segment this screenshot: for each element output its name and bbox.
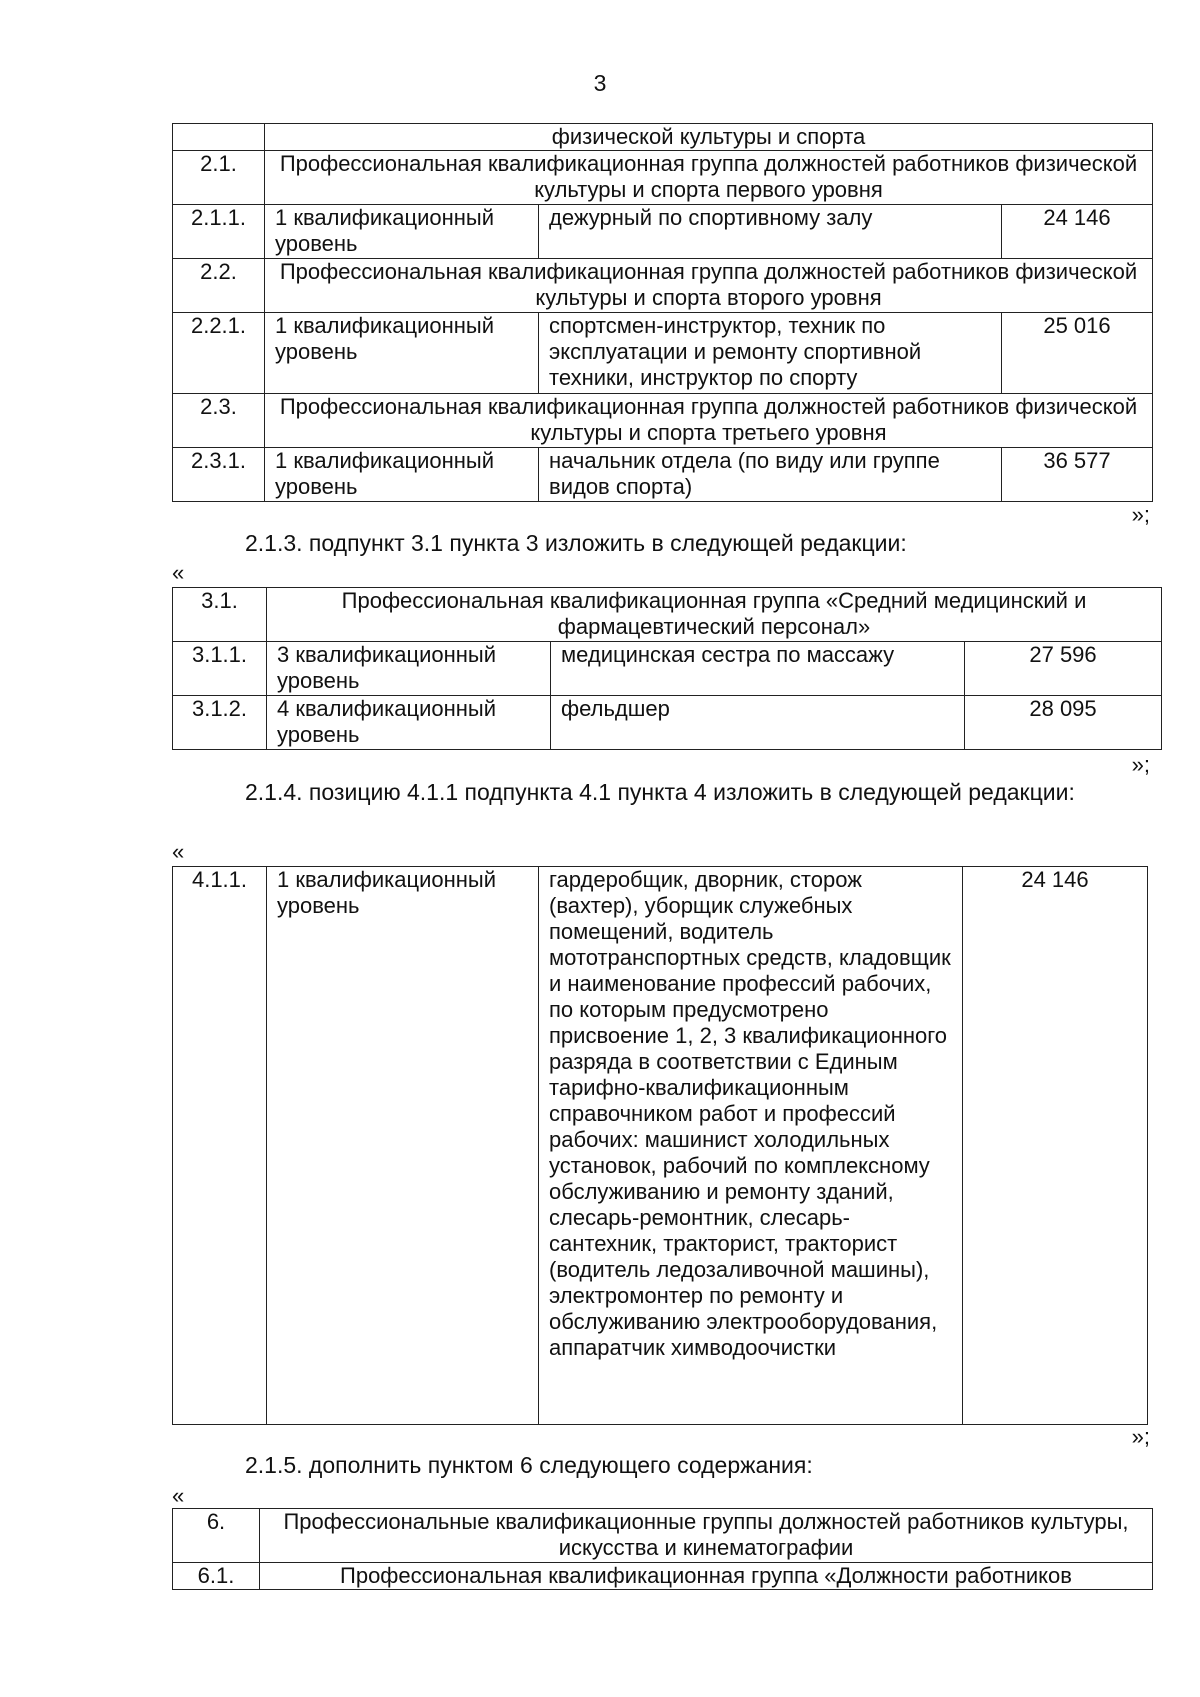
table-cell-num: 2.2.1. bbox=[173, 313, 265, 394]
closing-quote: »; bbox=[1131, 1424, 1150, 1449]
table-row bbox=[173, 1563, 1153, 1590]
closing-quote: »; bbox=[1131, 752, 1150, 777]
table-cell-num: 2.2. bbox=[173, 259, 265, 313]
table-cell-num: 2.3. bbox=[173, 394, 265, 448]
paragraph-2-1-5: 2.1.5. дополнить пунктом 6 следующего содержания: bbox=[245, 1452, 813, 1478]
table-row bbox=[173, 696, 1162, 750]
table-position-4-1-1 bbox=[172, 866, 1148, 1425]
table-row bbox=[173, 259, 1153, 313]
table-cell-salary: 28 095 bbox=[965, 696, 1162, 750]
table-physical-culture bbox=[172, 123, 1153, 502]
opening-quote: « bbox=[172, 560, 185, 585]
table-cell-positions: начальник отдела (по виду или группе видов спорта) bbox=[539, 448, 1002, 502]
table-cell-level: 3 квалификационный уровень bbox=[267, 642, 551, 696]
table-cell-num: 3.1. bbox=[173, 588, 267, 642]
paragraph-2-1-4: 2.1.4. позицию 4.1.1 подпункта 4.1 пункта 4 изложить в следующей редакции: bbox=[245, 779, 1075, 805]
table-row bbox=[173, 313, 1153, 394]
table-row bbox=[173, 642, 1162, 696]
table-medical-staff bbox=[172, 587, 1162, 750]
opening-quote: « bbox=[172, 839, 185, 864]
table-cell-num: 6.1. bbox=[173, 1563, 260, 1590]
table-cell-level: 1 квалификационный уровень bbox=[265, 313, 539, 394]
table-cell-num: 6. bbox=[173, 1509, 260, 1563]
table-cell-positions: дежурный по спортивному залу bbox=[539, 205, 1002, 259]
opening-quote: « bbox=[172, 1483, 185, 1508]
table-cell-salary: 27 596 bbox=[965, 642, 1162, 696]
table-cell-num: 3.1.1. bbox=[173, 642, 267, 696]
table-cell-num: 3.1.2. bbox=[173, 696, 267, 750]
table-cell-group: Профессиональная квалификационная группа должностей работников физической культуры и спорта первого уровня bbox=[265, 151, 1153, 205]
table-row bbox=[173, 867, 1148, 1425]
table-row bbox=[173, 151, 1153, 205]
table-cell-num: 2.3.1. bbox=[173, 448, 265, 502]
table-cell-num: 2.1. bbox=[173, 151, 265, 205]
table-cell-num: 2.1.1. bbox=[173, 205, 265, 259]
table-cell-level: 1 квалификационный уровень bbox=[265, 205, 539, 259]
table-row bbox=[173, 205, 1153, 259]
table-cell-positions: спортсмен-инструктор, техник по эксплуатации и ремонту спортивной техники, инструктор по спорту bbox=[539, 313, 1002, 394]
table-cell: физической культуры и спорта bbox=[265, 124, 1153, 151]
table-cell-salary: 24 146 bbox=[1002, 205, 1153, 259]
table-row bbox=[173, 1509, 1153, 1563]
table-row bbox=[173, 588, 1162, 642]
table-cell-group: Профессиональная квалификационная группа должностей работников физической культуры и спорта третьего уровня bbox=[265, 394, 1153, 448]
table-row bbox=[173, 394, 1153, 448]
table-cell-salary: 36 577 bbox=[1002, 448, 1153, 502]
table-cell-group: Профессиональная квалификационная группа должностей работников физической культуры и спорта второго уровня bbox=[265, 259, 1153, 313]
closing-quote: »; bbox=[1131, 502, 1150, 527]
table-cell-level: 1 квалификационный уровень bbox=[265, 448, 539, 502]
table-cell-positions: медицинская сестра по массажу bbox=[551, 642, 965, 696]
table-cell-salary: 25 016 bbox=[1002, 313, 1153, 394]
table-culture-art bbox=[172, 1508, 1153, 1590]
table-cell-salary: 24 146 bbox=[963, 867, 1148, 1425]
table-row bbox=[173, 124, 1153, 151]
table-cell-positions: фельдшер bbox=[551, 696, 965, 750]
table-cell-level: 4 квалификационный уровень bbox=[267, 696, 551, 750]
table-cell-group: Профессиональные квалификационные группы должностей работников культуры, искусства и кинематографии bbox=[260, 1509, 1153, 1563]
table-cell-positions: гардеробщик, дворник, сторож (вахтер), уборщик служебных помещений, водитель мототранспортных средств, кладовщик и наименование профессий рабочих, по которым предусмотрено присвоение 1, 2, 3 квалификационного разряда в соответствии с Единым тарифно-квалификационным справочником работ и профессий рабочих: машинист холодильных установок, рабочий по комплексному обслуживанию и ремонту зданий, слесарь-ремонтник, слесарь-сантехник, тракторист, тракторист (водитель ледозаливочной машины), электромонтер по ремонту и обслуживанию электрооборудования, аппаратчик химводоочистки bbox=[539, 867, 963, 1425]
table-cell bbox=[173, 124, 265, 151]
page-number: 3 bbox=[593, 70, 607, 96]
table-cell-group: Профессиональная квалификационная группа «Средний медицинский и фармацевтический персонал» bbox=[267, 588, 1162, 642]
table-cell-group: Профессиональная квалификационная группа «Должности работников bbox=[260, 1563, 1153, 1590]
paragraph-2-1-3: 2.1.3. подпункт 3.1 пункта 3 изложить в следующей редакции: bbox=[245, 530, 907, 556]
table-cell-num: 4.1.1. bbox=[173, 867, 267, 1425]
table-cell-level: 1 квалификационный уровень bbox=[267, 867, 539, 1425]
table-row bbox=[173, 448, 1153, 502]
